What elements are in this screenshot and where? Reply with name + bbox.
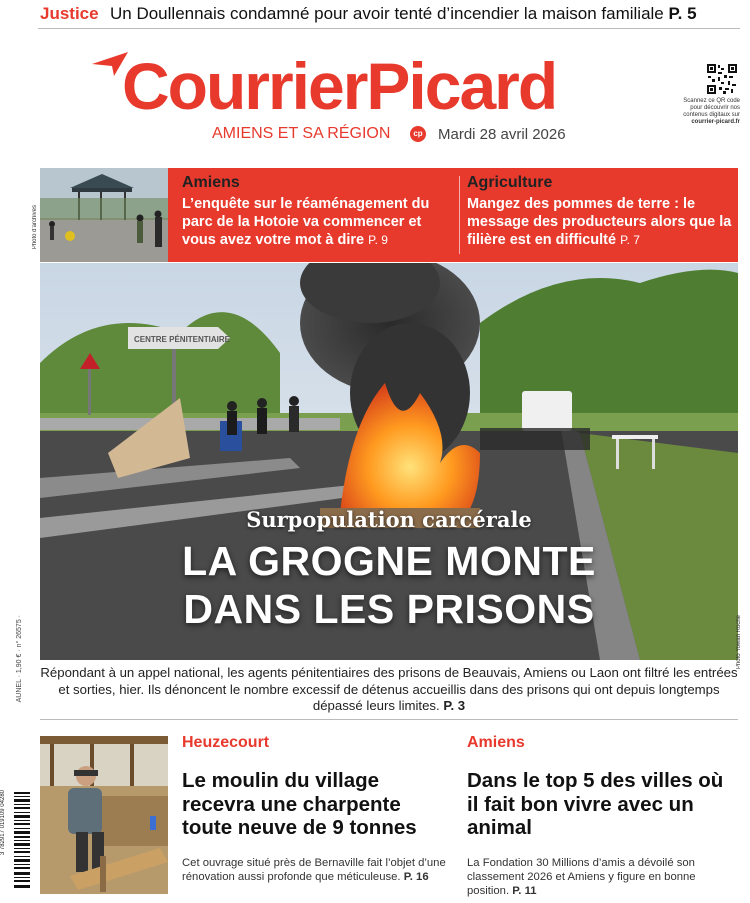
teaser-amiens[interactable]	[182, 174, 454, 249]
teaser-band	[168, 168, 738, 262]
story-category: Amiens	[467, 734, 525, 751]
issue-date: Mardi 28 avril 2026	[438, 126, 566, 143]
teaser-title	[467, 195, 733, 249]
top-banner-headline-text: Un Doullennais condamné pour avoir tenté d’incendier la maison familiale	[110, 4, 664, 23]
main-photo-credit: Photo Yowan Roche	[736, 615, 742, 670]
teaser-divider	[459, 176, 460, 254]
issue-price-info: AUNEL · 1,90 € · n° 26575 ·	[16, 615, 23, 703]
story-photo-credit: Photo Magali Marchal	[32, 820, 38, 879]
story-category: Heuzecourt	[182, 734, 270, 751]
story-title: Dans le top 5 des villes où il fait bon vivre avec un animal	[467, 769, 724, 839]
teaser-title-text: L’enquête sur le réaménagement du parc de la Hotoie va commencer et vous avez votre mot à dire	[182, 196, 430, 248]
main-headline-line2: DANS LES PRISONS	[183, 586, 595, 632]
teaser-agriculture[interactable]	[467, 174, 733, 249]
barcode-number: 3 782917 019109 04280	[0, 790, 6, 856]
main-headline-line1: LA GROGNE MONTE	[182, 538, 596, 584]
teaser-page: P. 7	[620, 233, 640, 247]
barcode-icon	[6, 790, 30, 890]
teaser-title-text: Mangez des pommes de terre : le message des producteurs alors que la filière est en difficulté	[467, 196, 732, 248]
carpenter-photo-image	[40, 736, 168, 894]
story-page: P. 16	[403, 870, 429, 883]
main-story-headline[interactable]	[40, 537, 738, 633]
prison-sign-text: CENTRE PÉNITENTIAIRE	[134, 335, 231, 344]
top-banner-headline[interactable]	[110, 4, 697, 24]
teaser-page: P. 9	[368, 233, 388, 247]
section-separator	[40, 719, 738, 720]
story-title: Le moulin du village recevra une charpente toute neuve de 9 tonnes	[182, 769, 417, 839]
story-heuzecourt[interactable]	[182, 734, 454, 884]
masthead-logo[interactable]	[92, 48, 692, 124]
story-summary	[467, 856, 737, 898]
story-summary	[182, 856, 454, 884]
top-banner[interactable]	[38, 0, 740, 29]
teaser-category: Agriculture	[467, 174, 553, 191]
teaser-category: Amiens	[182, 174, 240, 191]
qr-url-link[interactable]: courrier-picard.fr	[691, 119, 740, 125]
qr-caption	[678, 98, 740, 126]
logo-text: CourrierPicard	[122, 49, 557, 123]
story-amiens-animals[interactable]	[467, 734, 737, 898]
story-summary-text: La Fondation 30 Millions d’amis a dévoilé son classement 2026 et Amiens y figure en bonne position.	[467, 856, 696, 897]
main-lede-page: P. 3	[443, 698, 466, 713]
teaser-photo-park[interactable]	[40, 168, 168, 262]
qr-code-icon[interactable]	[706, 63, 738, 95]
teaser-title	[182, 195, 454, 249]
qr-caption-text: Scannez ce QR code pour découvrir nos contenus digitaux sur	[683, 98, 740, 118]
main-lede-text: Répondant à un appel national, les agents pénitentiaires des prisons de Beauvais, Amiens ou Laon ont filtré les entrées et sorties, hier. Ils dénoncent le nombre excessif de détenus accueillis dans des prisons qui ont depuis longtemps dépassé leurs limites.	[40, 665, 738, 713]
story-summary-text: Cet ouvrage situé près de Bernaville fait l’objet d’une rénovation aussi profonde que méticuleuse.	[182, 856, 446, 883]
edition-label: AMIENS ET SA RÉGION	[212, 125, 391, 142]
main-story-lede	[40, 665, 738, 715]
cp-badge-icon: cp	[410, 126, 426, 142]
park-photo-image	[40, 168, 168, 262]
story-page: P. 11	[512, 884, 537, 897]
story-photo-carpenter[interactable]	[40, 736, 168, 894]
top-banner-category: Justice	[40, 4, 99, 23]
top-banner-page: P. 5	[668, 4, 697, 23]
main-story-kicker: Surpopulation carcérale	[246, 507, 532, 532]
teaser-photo-credit: Photo d'archives	[32, 205, 38, 250]
